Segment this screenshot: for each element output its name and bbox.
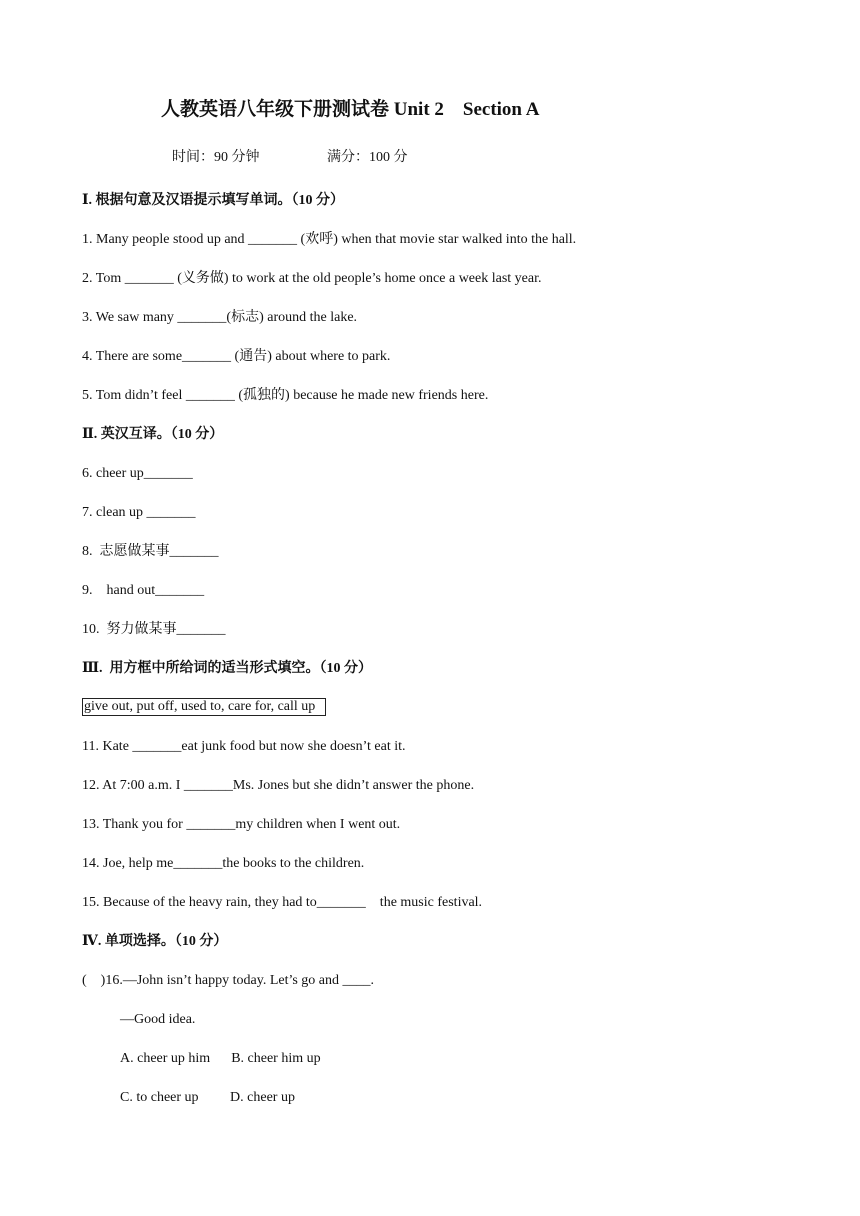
question-7: 7. clean up _______: [82, 505, 196, 520]
question-5: 5. Tom didn’t feel _______ (孤独的) because he made new friends here.: [82, 388, 489, 403]
question-8: 8. 志愿做某事_______: [82, 544, 219, 559]
question-16-stem: ( )16.—John isn’t happy today. Let’s go and ____.: [82, 973, 375, 988]
question-14: 14. Joe, help me_______the books to the children.: [82, 856, 365, 871]
exam-score: 满分：100 分: [327, 150, 408, 165]
exam-time: 时间：90 分钟: [172, 150, 260, 165]
question-12: 12. At 7:00 a.m. I _______Ms. Jones but she didn’t answer the phone.: [82, 778, 475, 793]
word-box: give out, put off, used to, care for, call up: [82, 698, 326, 716]
question-10: 10. 努力做某事_______: [82, 622, 226, 637]
page-title: 人教英语八年级下册测试卷 Unit 2 Section A: [161, 99, 540, 120]
question-16-options-ab: A. cheer up him B. cheer him up: [120, 1051, 321, 1066]
question-13: 13. Thank you for _______my children when I went out.: [82, 817, 401, 832]
question-4: 4. There are some_______ (通告) about where to park.: [82, 349, 391, 364]
question-6: 6. cheer up_______: [82, 466, 193, 481]
question-11: 11. Kate _______eat junk food but now she doesn’t eat it.: [82, 739, 406, 754]
question-15: 15. Because of the heavy rain, they had to_______ the music festival.: [82, 895, 483, 910]
question-3: 3. We saw many _______(标志) around the lake.: [82, 310, 358, 325]
section-2-heading: Ⅱ. 英汉互译。（10 分）: [82, 427, 224, 442]
question-9: 9. hand out_______: [82, 583, 205, 598]
question-16-reply: —Good idea.: [120, 1012, 196, 1027]
section-3-heading: Ⅲ. 用方框中所给词的适当形式填空。（10 分）: [82, 661, 373, 676]
question-2: 2. Tom _______ (义务做) to work at the old people’s home once a week last year.: [82, 271, 542, 286]
question-1: 1. Many people stood up and _______ (欢呼) when that movie star walked into the hall.: [82, 232, 577, 247]
section-4-heading: Ⅳ. 单项选择。（10 分）: [82, 934, 228, 949]
section-1-heading: Ⅰ. 根据句意及汉语提示填写单词。（10 分）: [82, 193, 345, 208]
question-16-options-cd: C. to cheer up D. cheer up: [120, 1090, 295, 1105]
